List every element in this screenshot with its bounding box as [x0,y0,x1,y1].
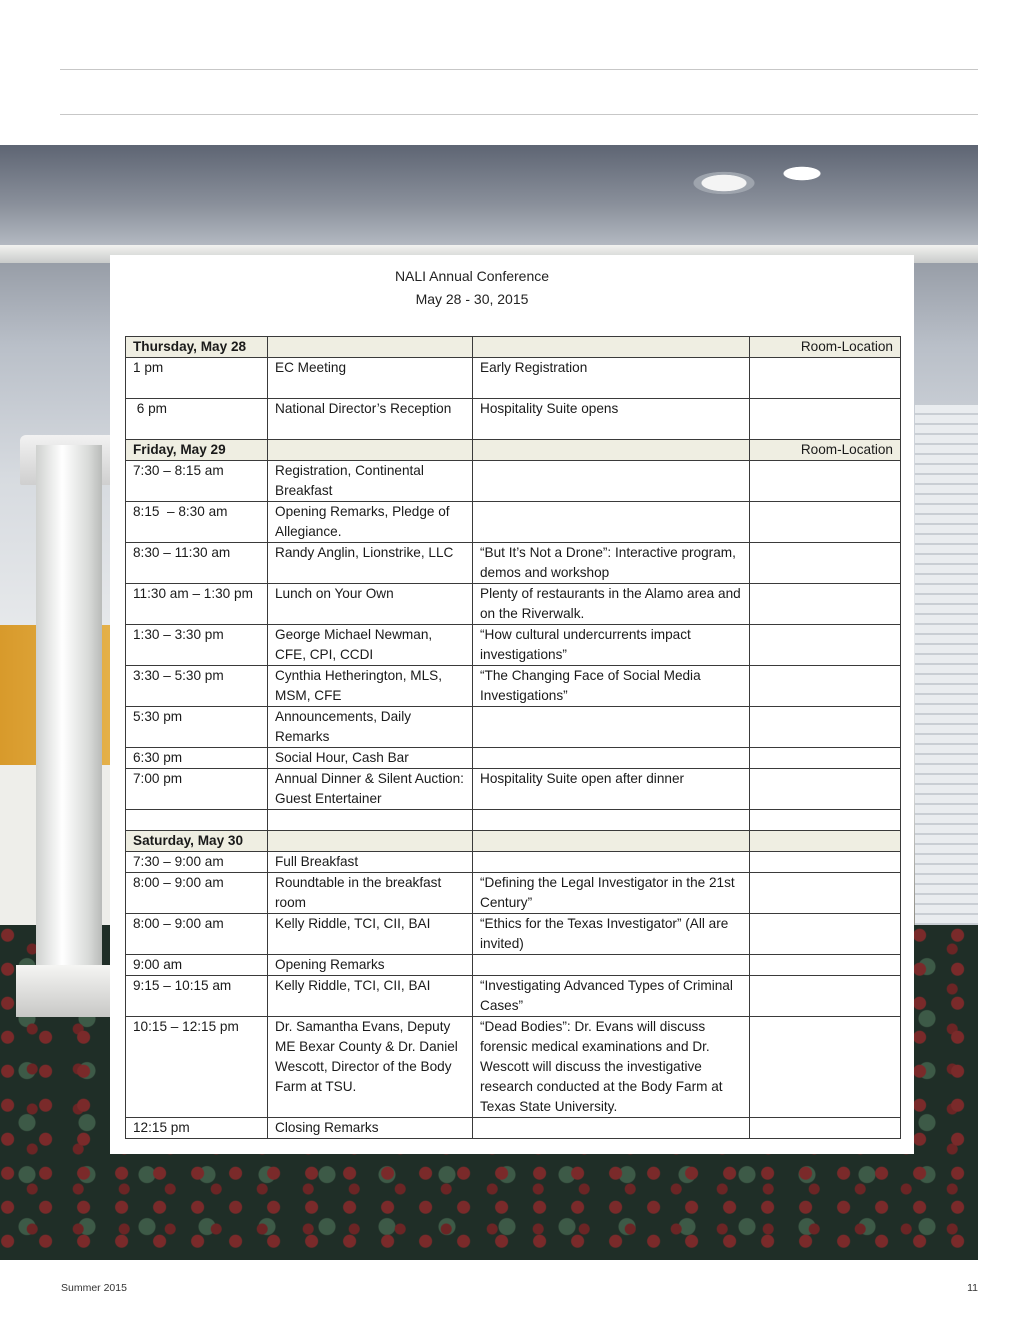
table-row [126,873,901,914]
location-cell [750,1017,901,1118]
session-cell: National Director’s Reception [268,399,473,440]
table-row [126,1118,901,1139]
time-cell: 1 pm [126,358,268,399]
session-cell: Full Breakfast [268,852,473,873]
session-cell: Opening Remarks [268,955,473,976]
time-cell: 8:00 – 9:00 am [126,873,268,914]
session-cell: Dr. Samantha Evans, Deputy ME Bexar County & Dr. Daniel Wescott, Director of the Body Farm at TSU. [268,1017,473,1118]
session-cell: Closing Remarks [268,1118,473,1139]
time-cell: 5:30 pm [126,707,268,748]
table-row [126,955,901,976]
room-location-label [750,831,901,852]
time-cell: 6 pm [126,399,268,440]
schedule-table [125,336,901,1139]
window-shutters [915,405,978,925]
conference-title: NALI Annual Conference [394,268,550,284]
column-base [16,965,124,1017]
note-cell [473,707,750,748]
time-cell: 8:30 – 11:30 am [126,543,268,584]
location-cell [750,810,901,831]
location-cell [750,1118,901,1139]
location-cell [750,666,901,707]
note-cell [473,748,750,769]
table-row [126,852,901,873]
note-cell: Hospitality Suite opens [473,399,750,440]
note-cell: “But It’s Not a Drone”: Interactive program, demos and workshop [473,543,750,584]
location-cell [750,955,901,976]
table-row [126,358,901,399]
day-label: Thursday, May 28 [126,337,268,358]
day-label: Friday, May 29 [126,440,268,461]
note-cell: Plenty of restaurants in the Alamo area and on the Riverwalk. [473,584,750,625]
table-row [126,976,901,1017]
session-cell: Announcements, Daily Remarks [268,707,473,748]
time-cell: 11:30 am – 1:30 pm [126,584,268,625]
location-cell [750,399,901,440]
day-header-row [126,337,901,358]
chandelier [620,145,880,240]
note-cell [473,852,750,873]
location-cell [750,976,901,1017]
note-cell [473,955,750,976]
table-row [126,502,901,543]
location-cell [750,852,901,873]
time-cell: 3:30 – 5:30 pm [126,666,268,707]
session-cell: Kelly Riddle, TCI, CII, BAI [268,976,473,1017]
note-cell [473,461,750,502]
table-row [126,1017,901,1118]
room-location-label: Room-Location [750,337,901,358]
session-cell: Cynthia Hetherington, MLS, MSM, CFE [268,666,473,707]
session-cell: Opening Remarks, Pledge of Allegiance. [268,502,473,543]
location-cell [750,748,901,769]
session-cell: Annual Dinner & Silent Auction: Guest Entertainer [268,769,473,810]
time-cell: 9:15 – 10:15 am [126,976,268,1017]
time-cell: 6:30 pm [126,748,268,769]
time-cell: 8:15 – 8:30 am [126,502,268,543]
page-number: 11 [967,1282,978,1294]
top-rule [60,69,978,70]
session-cell: EC Meeting [268,358,473,399]
location-cell [750,358,901,399]
time-cell [126,810,268,831]
session-cell: George Michael Newman, CFE, CPI, CCDI [268,625,473,666]
location-cell [750,914,901,955]
note-cell [473,502,750,543]
table-row [126,461,901,502]
session-cell: Lunch on Your Own [268,584,473,625]
note-cell: “The Changing Face of Social Media Investigations” [473,666,750,707]
session-cell: Randy Anglin, Lionstrike, LLC [268,543,473,584]
table-row [126,399,901,440]
session-cell [268,810,473,831]
time-cell: 7:30 – 9:00 am [126,852,268,873]
white-column [36,445,102,985]
note-cell [473,810,750,831]
room-location-label: Room-Location [750,440,901,461]
table-row [126,543,901,584]
note-cell: Early Registration [473,358,750,399]
time-cell: 9:00 am [126,955,268,976]
location-cell [750,543,901,584]
table-row [126,810,901,831]
note-cell: “Defining the Legal Investigator in the 21st Century” [473,873,750,914]
session-cell: Roundtable in the breakfast room [268,873,473,914]
second-rule [60,114,978,115]
day-header-row [126,440,901,461]
note-cell: “Investigating Advanced Types of Criminal Cases” [473,976,750,1017]
day-label: Saturday, May 30 [126,831,268,852]
note-cell: “How cultural undercurrents impact investigations” [473,625,750,666]
location-cell [750,707,901,748]
day-header-row [126,831,901,852]
schedule-card [110,255,914,1154]
time-cell: 10:15 – 12:15 pm [126,1017,268,1118]
session-cell: Social Hour, Cash Bar [268,748,473,769]
table-row [126,914,901,955]
location-cell [750,769,901,810]
issue-label: Summer 2015 [61,1282,127,1294]
note-cell [473,1118,750,1139]
time-cell: 7:30 – 8:15 am [126,461,268,502]
table-row [126,707,901,748]
time-cell: 8:00 – 9:00 am [126,914,268,955]
session-cell: Registration, Continental Breakfast [268,461,473,502]
location-cell [750,625,901,666]
time-cell: 7:00 pm [126,769,268,810]
time-cell: 1:30 – 3:30 pm [126,625,268,666]
table-row [126,748,901,769]
conference-dates: May 28 - 30, 2015 [415,291,529,307]
location-cell [750,461,901,502]
table-row [126,769,901,810]
location-cell [750,584,901,625]
session-cell: Kelly Riddle, TCI, CII, BAI [268,914,473,955]
note-cell: “Ethics for the Texas Investigator” (All are invited) [473,914,750,955]
table-row [126,584,901,625]
table-row [126,625,901,666]
note-cell: “Dead Bodies”: Dr. Evans will discuss forensic medical examinations and Dr. Wescott will discuss the investigative research conducted at the Body Farm at Texas State University. [473,1017,750,1118]
location-cell [750,873,901,914]
note-cell: Hospitality Suite open after dinner [473,769,750,810]
location-cell [750,502,901,543]
time-cell: 12:15 pm [126,1118,268,1139]
table-row [126,666,901,707]
